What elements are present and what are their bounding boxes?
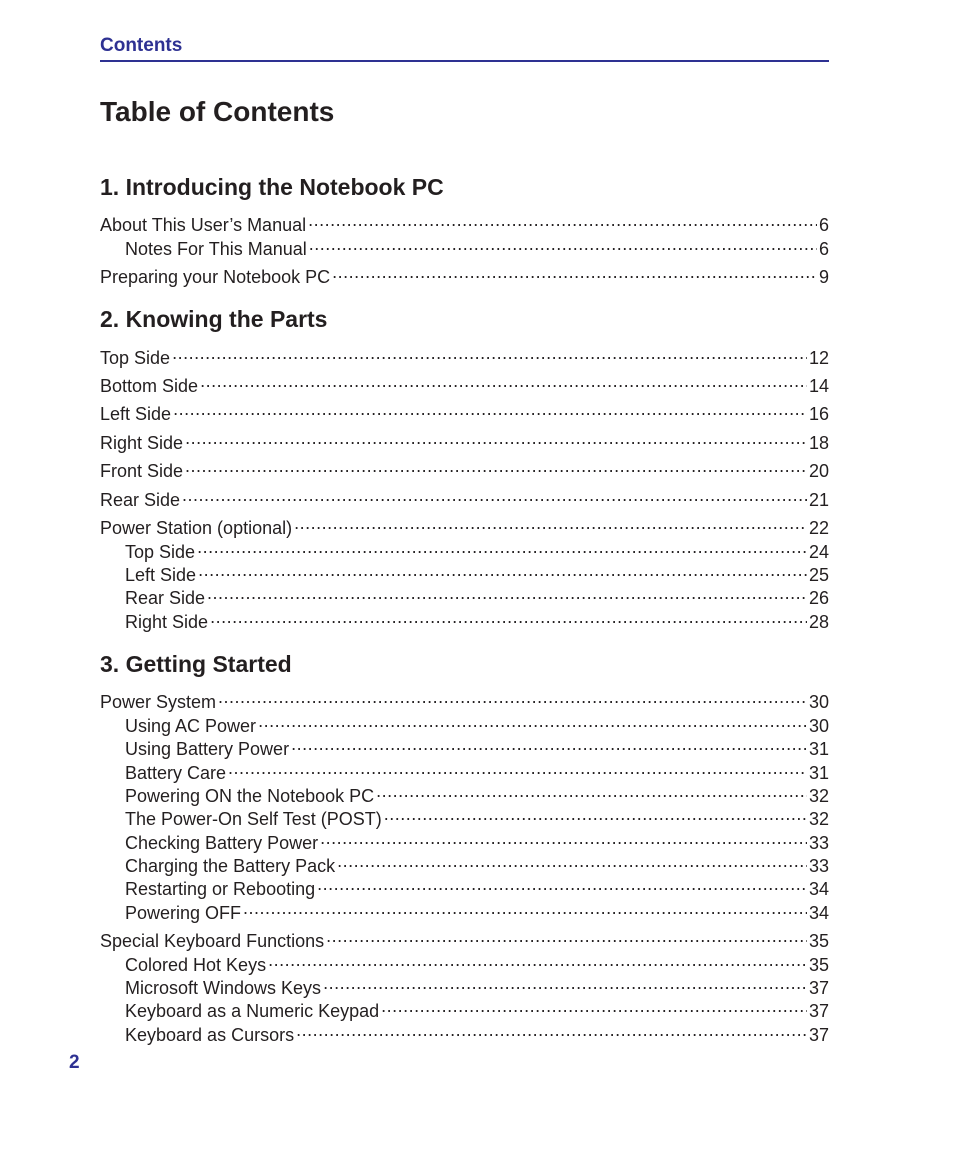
toc-entry[interactable] [125,733,829,759]
toc-entry-label: Rear Side [100,490,181,510]
section-heading: 2. Knowing the Parts [100,306,328,332]
toc-entry-label: Top Side [125,542,196,562]
dot-leader [173,398,807,420]
toc-entry[interactable] [125,995,829,1021]
toc-entry-page: 37 [808,978,829,998]
toc-entry[interactable] [125,606,829,632]
toc-entry-page: 30 [808,716,829,736]
toc-entry[interactable] [125,949,829,975]
dot-leader [182,484,807,506]
toc-entry-page: 34 [808,879,829,899]
page-title: Table of Contents [100,96,335,127]
dot-leader [218,686,807,708]
dot-leader [332,261,817,283]
dot-leader [185,455,807,477]
toc-entry-page: 37 [808,1001,829,1021]
dot-leader [207,582,807,604]
dot-leader [243,897,807,919]
toc-entry[interactable] [125,582,829,608]
toc-entry-page: 33 [808,856,829,876]
toc-entry[interactable] [100,261,829,287]
toc-entry[interactable] [125,757,829,783]
toc-entry[interactable] [100,342,829,368]
toc-entry-page: 6 [818,239,829,259]
toc-entry[interactable] [100,209,829,235]
toc-entry-label: The Power-On Self Test (POST) [125,809,382,829]
toc-entry[interactable] [125,873,829,899]
dot-leader [228,757,807,779]
toc-entry[interactable] [125,972,829,998]
toc-entry[interactable] [100,370,829,396]
toc-entry-label: Power System [100,692,217,712]
toc-entry[interactable] [125,536,829,562]
toc-entry[interactable] [100,484,829,510]
toc-entry-page: 6 [818,215,829,235]
dot-leader [294,512,807,534]
toc-entry-label: Powering OFF [125,903,242,923]
toc-entry-page: 26 [808,588,829,608]
dot-leader [323,972,807,994]
toc-entry-page: 12 [808,348,829,368]
dot-leader [309,233,817,255]
dot-leader [198,559,807,581]
toc-entry-page: 31 [808,763,829,783]
toc-entry-label: Colored Hot Keys [125,955,267,975]
toc-entry-label: Notes For This Manual [125,239,307,259]
toc-entry-page: 28 [808,612,829,632]
dot-leader [200,370,807,392]
dot-leader [376,780,807,802]
toc-entry[interactable] [100,925,829,951]
toc-entry-label: Keyboard as a Numeric Keypad [125,1001,380,1021]
toc-entry-label: Checking Battery Power [125,833,319,853]
toc-entry-label: Restarting or Rebooting [125,879,316,899]
toc-entry-page: 22 [808,518,829,538]
toc-entry[interactable] [125,559,829,585]
toc-entry-label: Left Side [100,404,172,424]
dot-leader [326,925,807,947]
toc-entry-label: Rear Side [125,588,206,608]
toc-entry-page: 33 [808,833,829,853]
toc-entry-label: Powering ON the Notebook PC [125,786,375,806]
dot-leader [258,710,807,732]
toc-entry-label: Front Side [100,461,184,481]
toc-entry-label: Right Side [125,612,209,632]
toc-entry-label: About This User’s Manual [100,215,307,235]
dot-leader [384,803,807,825]
toc-entry[interactable] [100,455,829,481]
dot-leader [268,949,807,971]
toc-entry-label: Microsoft Windows Keys [125,978,322,998]
toc-entry-label: Special Keyboard Functions [100,931,325,951]
toc-entry-page: 32 [808,809,829,829]
toc-entry[interactable] [125,233,829,259]
toc-entry-page: 9 [818,267,829,287]
dot-leader [320,827,807,849]
toc-entry-label: Bottom Side [100,376,199,396]
toc-entry-page: 18 [808,433,829,453]
dot-leader [210,606,807,628]
toc-entry-page: 14 [808,376,829,396]
toc-entry-label: Charging the Battery Pack [125,856,336,876]
toc-entry-label: Preparing your Notebook PC [100,267,331,287]
toc-entry-label: Top Side [100,348,171,368]
toc-entry[interactable] [125,897,829,923]
toc-entry-page: 37 [808,1025,829,1045]
toc-entry-page: 34 [808,903,829,923]
toc-entry[interactable] [100,686,829,712]
toc-entry[interactable] [125,1019,829,1045]
toc-entry-page: 35 [808,955,829,975]
toc-entry-label: Keyboard as Cursors [125,1025,295,1045]
toc-entry-label: Power Station (optional) [100,518,293,538]
toc-entry-page: 32 [808,786,829,806]
toc-entry[interactable] [100,398,829,424]
toc-entry-page: 30 [808,692,829,712]
toc-entry[interactable] [100,427,829,453]
toc-entry-page: 24 [808,542,829,562]
toc-entry[interactable] [125,710,829,736]
toc-entry[interactable] [125,780,829,806]
dot-leader [296,1019,807,1041]
dot-leader [317,873,807,895]
toc-entry-page: 20 [808,461,829,481]
toc-entry[interactable] [125,803,829,829]
dot-leader [172,342,807,364]
toc-entry-page: 16 [808,404,829,424]
toc-entry[interactable] [125,850,829,876]
toc-entry-label: Battery Care [125,763,227,783]
toc-entry-label: Left Side [125,565,197,585]
dot-leader [308,209,817,231]
section-heading: 3. Getting Started [100,651,292,677]
toc-entry[interactable] [100,512,829,538]
toc-entry-page: 35 [808,931,829,951]
dot-leader [337,850,807,872]
page-header [100,32,829,62]
dot-leader [185,427,807,449]
dot-leader [381,995,807,1017]
page-number: 2 [69,1052,80,1073]
toc-entry-label: Using Battery Power [125,739,290,759]
toc-entry-page: 21 [808,490,829,510]
dot-leader [197,536,807,558]
section-heading: 1. Introducing the Notebook PC [100,174,444,200]
toc-entry-label: Using AC Power [125,716,257,736]
toc-entry-label: Right Side [100,433,184,453]
dot-leader [291,733,807,755]
header-label: Contents [100,35,183,56]
toc-entry-page: 31 [808,739,829,759]
toc-entry[interactable] [125,827,829,853]
toc-entry-page: 25 [808,565,829,585]
